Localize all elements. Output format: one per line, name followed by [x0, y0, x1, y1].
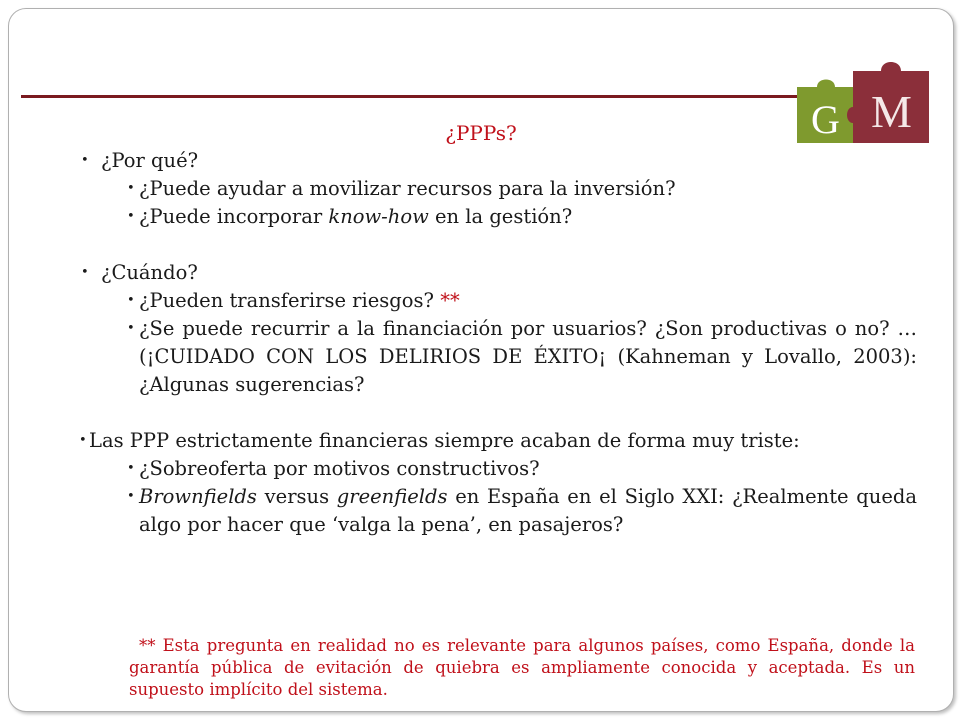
slide-content [79, 147, 917, 539]
logo-letter-m: M [871, 86, 912, 137]
bullet-dot-icon: • [81, 265, 89, 280]
subbullet-riesgos: • ¿Pueden transferirse riesgos? ** [79, 287, 917, 315]
header-rule [21, 95, 801, 98]
subbullet-sobreoferta: • ¿Sobreoferta por motivos constructivos? [79, 455, 917, 483]
footnote: ** Esta pregunta en realidad no es relevante para algunos países, como España, donde la garantía pública de evitación de quiebra es ampliamente conocida y aceptada. Es un supuesto implícito del sistema. [129, 636, 915, 699]
bullet-dot-icon: • [81, 153, 89, 168]
bullet-dot-icon: • [127, 489, 135, 504]
bullet-ppp: • Las PPP estrictamente financieras siempre acaban de forma muy triste: [79, 427, 917, 455]
subbullet-movilizar: • ¿Puede ayudar a movilizar recursos para la inversión? [79, 175, 917, 203]
bullet-dot-icon: • [127, 293, 135, 308]
bullet-dot-icon: • [127, 209, 135, 224]
logo-letter-g: G [811, 97, 840, 142]
subbullet-financiacion: • ¿Se puede recurrir a la financiación por usuarios? ¿Son productivas o no? …(¡CUIDADO CON LOS DELIRIOS DE ÉXITO¡ (Kahneman y Lovallo, 2003): ¿Algunas sugerencias? [127, 317, 917, 396]
bullet-dot-icon: • [127, 181, 135, 196]
bullet-dot-icon: • [127, 321, 135, 336]
subbullet-brownfields: • Brownfields versus greenfields en España en el Siglo XXI: ¿Realmente queda algo por hacer que ‘valga la pena’, en pasajeros? [127, 485, 917, 536]
slide-title: ¿PPPs? [445, 121, 517, 145]
bullet-por-que: • ¿Por qué? [79, 147, 917, 175]
subbullet-know-how: • ¿Puede incorporar know-how en la gestión? [79, 203, 917, 231]
footnote-mark: ** [440, 289, 460, 312]
bullet-dot-icon: • [127, 461, 135, 476]
bullet-cuando: • ¿Cuándo? [79, 259, 917, 287]
slide [8, 8, 954, 712]
bullet-dot-icon: • [79, 433, 87, 448]
